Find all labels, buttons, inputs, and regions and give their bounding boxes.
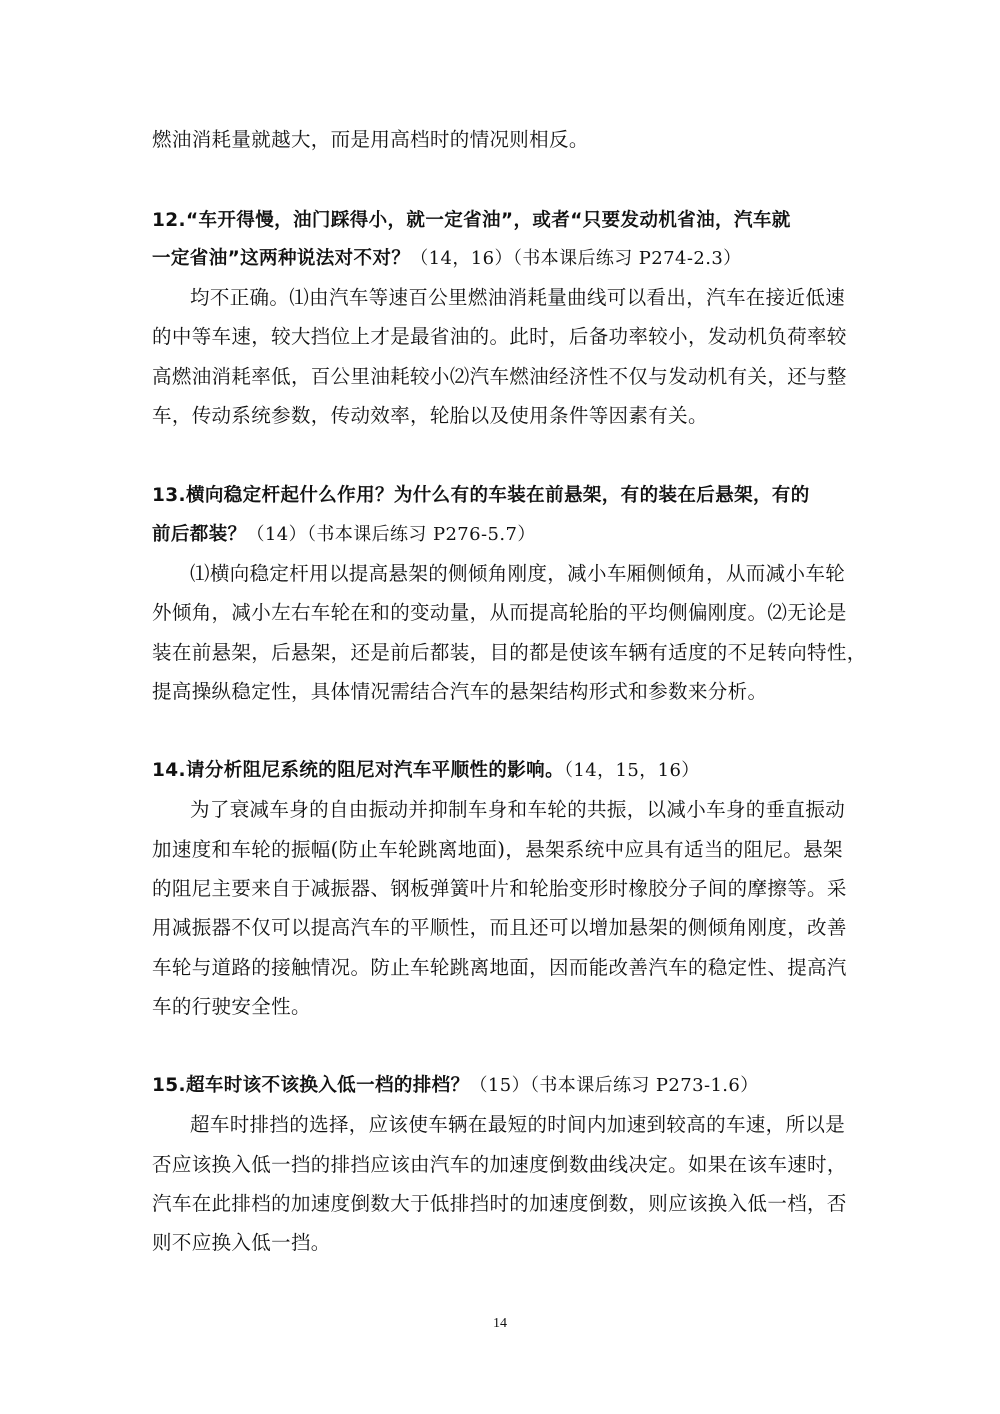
page-number: 14 [493, 1316, 507, 1331]
answer-15-line1: 超车时排挡的选择，应该使车辆在最短的时间内加速到较高的车速，所以是 [190, 1113, 846, 1136]
answer-14-line4: 用减振器不仅可以提高汽车的平顺性，而且还可以增加悬架的侧倾角刚度，改善 [152, 916, 847, 939]
question-13-heading-text: 前后都装？ [152, 524, 247, 545]
answer-14-line2: 加速度和车轮的振幅(防止车轮跳离地面)，悬架系统中应具有适当的阻尼。悬架 [152, 838, 843, 861]
answer-14-line3: 的阻尼主要来自于减振器、钢板弹簧叶片和轮胎变形时橡胶分子间的摩擦等。采 [152, 877, 847, 900]
answer-12-line2: 的中等车速，较大挡位上才是最省油的。此时，后备功率较小，发动机负荷率较 [152, 325, 847, 348]
answer-12-line4: 车，传动系统参数，传动效率，轮胎以及使用条件等因素有关。 [152, 404, 708, 427]
question-12-reference: （14，16）（书本课后练习 P274-2.3） [410, 248, 742, 269]
question-13-heading-line1: 13.横向稳定杆起什么作用？为什么有的车装在前悬架，有的装在后悬架，有的 [152, 485, 810, 506]
answer-12-line3: 高燃油消耗率低，百公里油耗较小⑵汽车燃油经济性不仅与发动机有关，还与整 [152, 365, 847, 388]
answer-13-line4: 提高操纵稳定性，具体情况需结合汽车的悬架结构形式和参数来分析。 [152, 680, 768, 703]
question-12-heading-line2 [152, 247, 852, 271]
question-14-heading-text: 14.请分析阻尼系统的阻尼对汽车平顺性的影响。 [152, 760, 564, 781]
question-15-heading [152, 1074, 852, 1098]
question-14-reference: （14，15，16） [563, 760, 700, 781]
question-13-reference: （14）（书本课后练习 P276-5.7） [246, 524, 536, 545]
answer-13-line3: 装在前悬架，后悬架，还是前后都装，目的都是使该车辆有适度的不足转向特性， [152, 641, 867, 664]
paragraph-continuation: 燃油消耗量就越大，而是用高档时的情况则相反。 [152, 128, 589, 151]
answer-14-line1: 为了衰减车身的自由振动并抑制车身和车轮的共振，以减小车身的垂直振动 [190, 798, 846, 821]
question-15-heading-text: 15.超车时该不该换入低一档的排档？ [152, 1075, 470, 1096]
answer-13-line2: 外倾角，减小左右车轮在和的变动量，从而提高轮胎的平均侧偏刚度。⑵无论是 [152, 601, 847, 624]
question-12-heading-text: 一定省油”这两种说法对不对？ [152, 248, 411, 269]
answer-12-line1: 均不正确。⑴由汽车等速百公里燃油消耗量曲线可以看出，汽车在接近低速 [190, 286, 846, 309]
question-15-reference: （15）（书本课后练习 P273-1.6） [469, 1075, 759, 1096]
answer-13-line1: ⑴横向稳定杆用以提高悬架的侧倾角刚度，减小车厢侧倾角，从而减小车轮 [190, 562, 846, 585]
answer-14-line6: 车的行驶安全性。 [152, 995, 311, 1018]
answer-14-line5: 车轮与道路的接触情况。防止车轮跳离地面，因而能改善汽车的稳定性、提高汽 [152, 956, 847, 979]
answer-15-line4: 则不应换入低一挡。 [152, 1231, 331, 1254]
question-14-heading [152, 759, 852, 783]
answer-15-line3: 汽车在此排档的加速度倒数大于低排挡时的加速度倒数，则应该换入低一档，否 [152, 1192, 847, 1215]
question-12-heading-line1: 12.“车开得慢，油门踩得小，就一定省油”，或者“只要发动机省油，汽车就 [152, 210, 791, 231]
answer-15-line2: 否应该换入低一挡的排挡应该由汽车的加速度倒数曲线决定。如果在该车速时， [152, 1153, 847, 1176]
question-13-heading-line2 [152, 523, 852, 547]
